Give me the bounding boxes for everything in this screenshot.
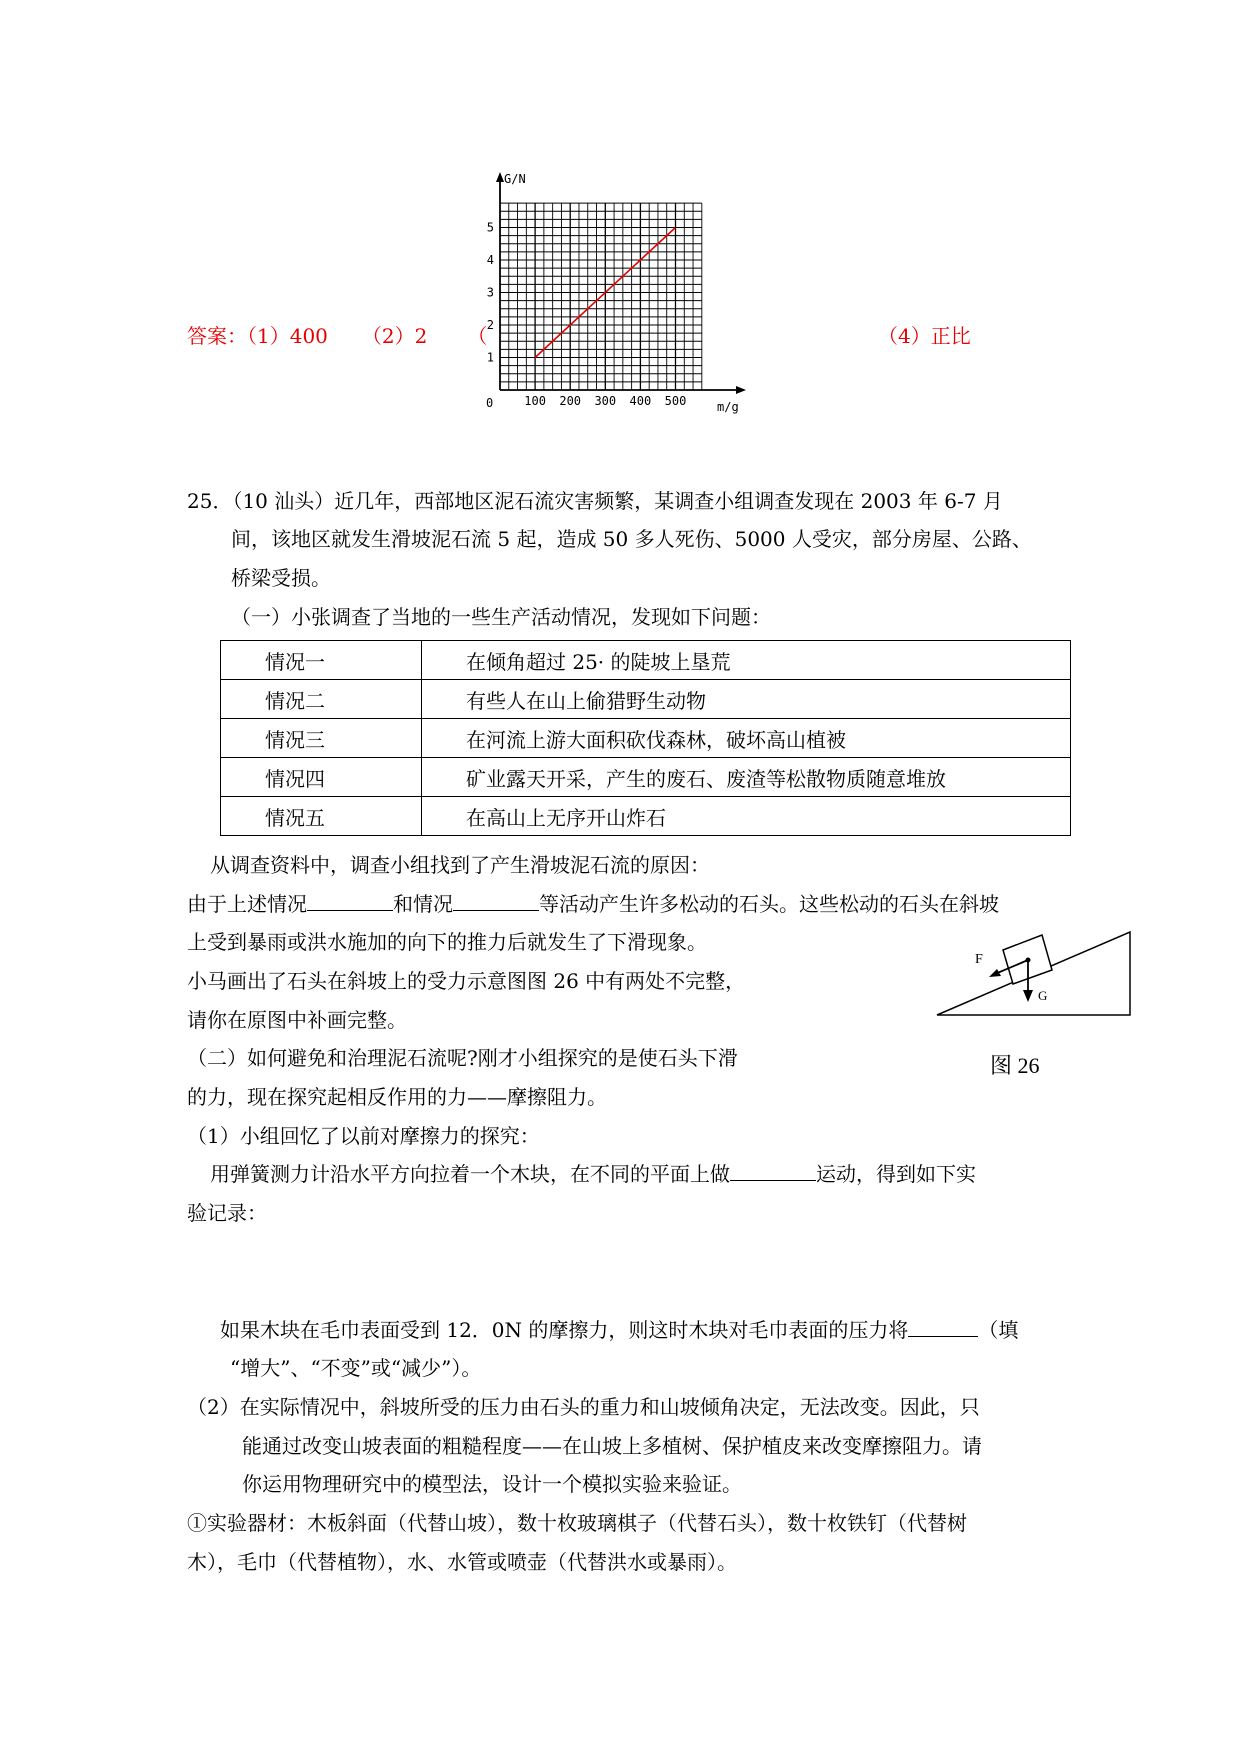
situation-name: 情况五: [221, 797, 422, 836]
x-axis-label: m/g: [717, 400, 739, 414]
y-tick-label: 2: [486, 318, 494, 332]
answer-blank-2[interactable]: [453, 892, 539, 911]
situation-desc: 在高山上无序开山炸石: [422, 797, 1071, 836]
cause-text-a: 由于上述情况: [187, 892, 307, 916]
q25-line2: 间，该地区就发生滑坡泥石流 5 起，造成 50 多人死伤、5000 人受灾，部分房屋、公路、: [231, 527, 1032, 551]
x-tick-label: 200: [559, 394, 582, 408]
sub1-title: （1）小组回忆了以前对摩擦力的探究：: [187, 1124, 540, 1148]
q25-line3: 桥梁受损。: [231, 566, 331, 590]
graph-tick-labels: [486, 172, 739, 414]
force-f-arrow-head: [989, 969, 1001, 977]
x-tick-label: 300: [594, 394, 617, 408]
situation-desc: 在河流上游大面积砍伐森林，破坏高山植被: [422, 719, 1071, 758]
answer-part4: （4）正比: [878, 324, 971, 348]
situation-name: 情况一: [221, 641, 422, 680]
sub2-line1: （2）在实际情况中，斜坡所受的压力由石头的重力和山坡倾角决定，无法改变。因此，只: [187, 1395, 980, 1419]
sub1-line2: 验记录：: [187, 1201, 267, 1225]
table-row: [221, 719, 1071, 758]
sub1-text-b: 运动，得到如下实: [816, 1162, 976, 1186]
answer-blank-3[interactable]: [730, 1162, 816, 1181]
y-axis-arrow: [496, 172, 504, 182]
if-text-a: 如果木块在毛巾表面受到 12．0N 的摩擦力，则这时木块对毛巾表面的压力将: [220, 1318, 909, 1342]
answer-blank-1[interactable]: [307, 892, 393, 911]
equipment-line1: ①实验器材：木板斜面（代替山坡），数十枚玻璃棋子（代替石头），数十枚铁钉（代替树: [187, 1511, 967, 1535]
y-axis-label: G/N: [504, 172, 526, 186]
situation-desc: 有些人在山上偷猎野生动物: [422, 680, 1071, 719]
situation-desc: 在倾角超过 25· 的陡坡上垦荒: [422, 641, 1071, 680]
if-line2: “增大”、“不变”或“减少”）。: [230, 1356, 482, 1380]
cause-line: [187, 892, 999, 916]
figure-26-caption: 图 26: [990, 1053, 1040, 1078]
y-tick-label: 1: [486, 350, 494, 365]
sub2-line3: 你运用物理研究中的模型法，设计一个模拟实验来验证。: [242, 1472, 742, 1496]
table-row: [221, 680, 1071, 719]
situation-desc: 矿业露天开采，产生的废石、废渣等松散物质随意堆放: [422, 758, 1071, 797]
answer-part3-partial: （: [467, 324, 488, 348]
x-tick-label: 500: [664, 394, 687, 408]
graph-axes: [496, 172, 746, 394]
g-m-graph: [480, 170, 750, 420]
part1-title: （一）小张调查了当地的一些生产活动情况，发现如下问题：: [231, 605, 771, 629]
table-row: [221, 797, 1071, 836]
figure-26-slope-diagram: [935, 920, 1135, 1020]
force-g-arrow-head: [1023, 990, 1033, 1002]
sub1-line: [210, 1162, 976, 1186]
part2-line1: （二）如何避免和治理泥石流呢?刚才小组探究的是使石头下滑: [187, 1046, 738, 1070]
situation-name: 情况二: [221, 680, 422, 719]
sub1-text-a: 用弹簧测力计沿水平方向拉着一个木块，在不同的平面上做: [210, 1162, 730, 1186]
x-tick-label: 100: [524, 394, 546, 408]
y-tick-label: 5: [486, 220, 494, 235]
if-text-b: （填: [978, 1318, 1019, 1342]
situations-table: [220, 640, 1071, 836]
equipment-line2: 木），毛巾（代替植物），水、水管或喷壶（代替洪水或暴雨）。: [187, 1550, 737, 1574]
y-tick-label: 3: [486, 285, 494, 300]
y-tick-label: 4: [486, 253, 494, 267]
q25-line1: 25．（10 汕头）近几年，西部地区泥石流灾害频繁，某调查小组调查发现在 2003 年 6-7 月: [187, 489, 1003, 513]
force-f-label: F: [975, 952, 983, 967]
cause-text-b: 和情况: [393, 892, 453, 916]
cause-intro: 从调查资料中，调查小组找到了产生滑坡泥石流的原因：: [210, 853, 710, 877]
origin-label: 0: [486, 396, 494, 410]
draw-instruction-2: 请你在原图中补画完整。: [187, 1008, 407, 1032]
answer-part1: （1）400: [247, 324, 328, 348]
cause-line2: 上受到暴雨或洪水施加的向下的推力后就发生了下滑现象。: [187, 930, 707, 954]
table-row: [221, 641, 1071, 680]
situation-name: 情况三: [221, 719, 422, 758]
answer-line: [187, 324, 487, 348]
answer-label: 答案：: [187, 324, 247, 348]
answer-part2: （2）2: [361, 324, 428, 348]
table-row: [221, 758, 1071, 797]
cause-text-c: 等活动产生许多松动的石头。这些松动的石头在斜坡: [539, 892, 999, 916]
draw-instruction-1: 小马画出了石头在斜坡上的受力示意图图 26 中有两处不完整，: [187, 969, 746, 993]
x-tick-label: 400: [629, 394, 652, 408]
answer-blank-4[interactable]: [908, 1318, 978, 1337]
part2-line2: 的力，现在探究起相反作用的力——摩擦阻力。: [187, 1085, 607, 1109]
sub2-line2: 能通过改变山坡表面的粗糙程度——在山坡上多植树、保护植皮来改变摩擦阻力。请: [242, 1434, 982, 1458]
situation-name: 情况四: [221, 758, 422, 797]
force-g-label: G: [1038, 988, 1048, 1003]
x-axis-arrow: [736, 386, 746, 394]
if-line: [220, 1318, 1018, 1342]
